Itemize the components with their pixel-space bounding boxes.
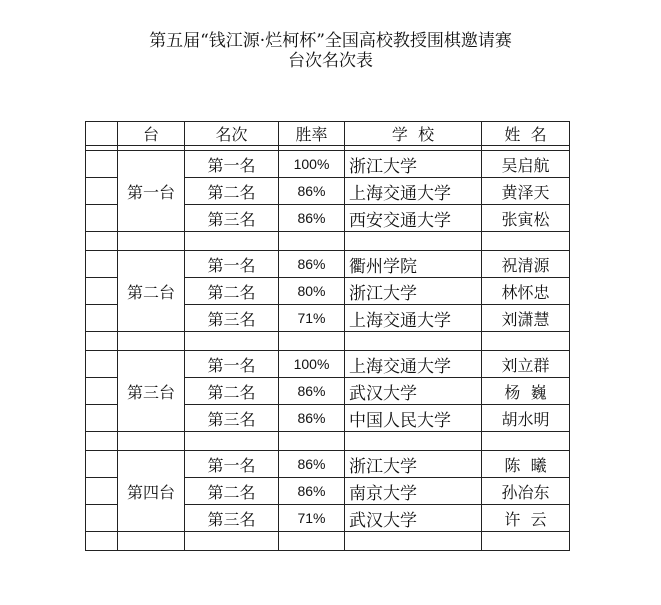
place-cell: 第三名 xyxy=(185,305,279,332)
row-blank-cell xyxy=(86,451,118,478)
rate-cell: 86% xyxy=(279,478,345,505)
name-cell: 吴启航 xyxy=(482,151,570,178)
blank-row xyxy=(86,532,570,551)
row-blank-cell xyxy=(86,251,118,278)
name-cell: 林怀忠 xyxy=(482,278,570,305)
tier-cell xyxy=(118,505,185,532)
school-cell: 南京大学 xyxy=(345,478,482,505)
tier-cell xyxy=(118,251,185,278)
blank-cell xyxy=(482,532,570,551)
school-cell: 上海交通大学 xyxy=(345,351,482,378)
blank-cell xyxy=(279,232,345,251)
school-cell: 浙江大学 xyxy=(345,151,482,178)
blank-cell xyxy=(118,332,185,351)
blank-cell xyxy=(279,332,345,351)
row-blank-cell xyxy=(86,178,118,205)
school-cell: 上海交通大学 xyxy=(345,178,482,205)
blank-cell xyxy=(345,332,482,351)
rate-cell: 100% xyxy=(279,151,345,178)
place-cell: 第一名 xyxy=(185,451,279,478)
rate-cell: 86% xyxy=(279,251,345,278)
school-cell: 武汉大学 xyxy=(345,505,482,532)
tier-cell: 第二台 xyxy=(118,278,185,305)
blank-cell xyxy=(86,332,118,351)
place-cell: 第一名 xyxy=(185,351,279,378)
row-blank-cell xyxy=(86,478,118,505)
table-row xyxy=(86,178,570,205)
tier-cell xyxy=(118,305,185,332)
place-cell: 第二名 xyxy=(185,478,279,505)
table-row xyxy=(86,478,570,505)
rate-cell: 86% xyxy=(279,205,345,232)
tier-cell xyxy=(118,451,185,478)
blank-cell xyxy=(86,232,118,251)
table-row xyxy=(86,278,570,305)
name-cell: 胡水明 xyxy=(482,405,570,432)
table-row xyxy=(86,251,570,278)
table-row xyxy=(86,405,570,432)
row-blank-cell xyxy=(86,505,118,532)
name-cell: 许 云 xyxy=(482,505,570,532)
blank-cell xyxy=(482,332,570,351)
name-cell: 张寅松 xyxy=(482,205,570,232)
school-cell: 上海交通大学 xyxy=(345,305,482,332)
row-blank-cell xyxy=(86,278,118,305)
name-cell: 陈 曦 xyxy=(482,451,570,478)
table-row xyxy=(86,505,570,532)
row-blank-cell xyxy=(86,405,118,432)
blank-cell xyxy=(118,432,185,451)
blank-cell xyxy=(345,432,482,451)
blank-cell xyxy=(482,232,570,251)
blank-cell xyxy=(86,532,118,551)
header-tier: 台 xyxy=(118,122,185,146)
header-rate: 胜率 xyxy=(279,122,345,146)
table-row xyxy=(86,305,570,332)
tier-cell: 第一台 xyxy=(118,178,185,205)
place-cell: 第二名 xyxy=(185,378,279,405)
tier-cell xyxy=(118,205,185,232)
blank-cell xyxy=(345,232,482,251)
name-cell: 祝清源 xyxy=(482,251,570,278)
row-blank-cell xyxy=(86,205,118,232)
rate-cell: 86% xyxy=(279,451,345,478)
name-cell: 黄泽天 xyxy=(482,178,570,205)
blank-cell xyxy=(118,532,185,551)
rate-cell: 71% xyxy=(279,305,345,332)
blank-cell xyxy=(185,232,279,251)
tier-cell: 第三台 xyxy=(118,378,185,405)
table-row xyxy=(86,451,570,478)
row-blank-cell xyxy=(86,351,118,378)
blank-cell xyxy=(86,432,118,451)
header-blank xyxy=(86,122,118,146)
blank-cell xyxy=(118,232,185,251)
blank-row xyxy=(86,432,570,451)
school-cell: 衢州学院 xyxy=(345,251,482,278)
place-cell: 第三名 xyxy=(185,505,279,532)
blank-cell xyxy=(185,432,279,451)
table-row xyxy=(86,205,570,232)
ranking-table xyxy=(85,121,570,551)
rate-cell: 71% xyxy=(279,505,345,532)
blank-cell xyxy=(279,432,345,451)
tier-cell xyxy=(118,405,185,432)
place-cell: 第二名 xyxy=(185,178,279,205)
blank-row xyxy=(86,332,570,351)
row-blank-cell xyxy=(86,151,118,178)
name-cell: 孙冶东 xyxy=(482,478,570,505)
table-row xyxy=(86,351,570,378)
header-place: 名次 xyxy=(185,122,279,146)
school-cell: 中国人民大学 xyxy=(345,405,482,432)
school-cell: 西安交通大学 xyxy=(345,205,482,232)
rate-cell: 80% xyxy=(279,278,345,305)
blank-row xyxy=(86,232,570,251)
document-title: 第五届“钱江源·烂柯杯”全国高校教授围棋邀请赛 xyxy=(149,31,512,51)
place-cell: 第一名 xyxy=(185,251,279,278)
rate-cell: 86% xyxy=(279,405,345,432)
school-cell: 武汉大学 xyxy=(345,378,482,405)
row-blank-cell xyxy=(86,305,118,332)
place-cell: 第一名 xyxy=(185,151,279,178)
name-cell: 杨 巍 xyxy=(482,378,570,405)
rate-cell: 86% xyxy=(279,178,345,205)
tier-cell: 第四台 xyxy=(118,478,185,505)
tier-cell xyxy=(118,151,185,178)
place-cell: 第三名 xyxy=(185,405,279,432)
name-cell: 刘立群 xyxy=(482,351,570,378)
document-subtitle: 台次名次表 xyxy=(288,51,373,71)
school-cell: 浙江大学 xyxy=(345,278,482,305)
row-blank-cell xyxy=(86,378,118,405)
rate-cell: 100% xyxy=(279,351,345,378)
tier-cell xyxy=(118,351,185,378)
place-cell: 第二名 xyxy=(185,278,279,305)
blank-cell xyxy=(185,532,279,551)
table-row xyxy=(86,151,570,178)
name-cell: 刘潇慧 xyxy=(482,305,570,332)
blank-cell xyxy=(345,532,482,551)
table-row xyxy=(86,378,570,405)
place-cell: 第三名 xyxy=(185,205,279,232)
blank-cell xyxy=(279,532,345,551)
rate-cell: 86% xyxy=(279,378,345,405)
blank-cell xyxy=(482,432,570,451)
header-row xyxy=(86,122,570,146)
blank-cell xyxy=(185,332,279,351)
header-school: 学 校 xyxy=(345,122,482,146)
school-cell: 浙江大学 xyxy=(345,451,482,478)
header-name: 姓 名 xyxy=(482,122,570,146)
